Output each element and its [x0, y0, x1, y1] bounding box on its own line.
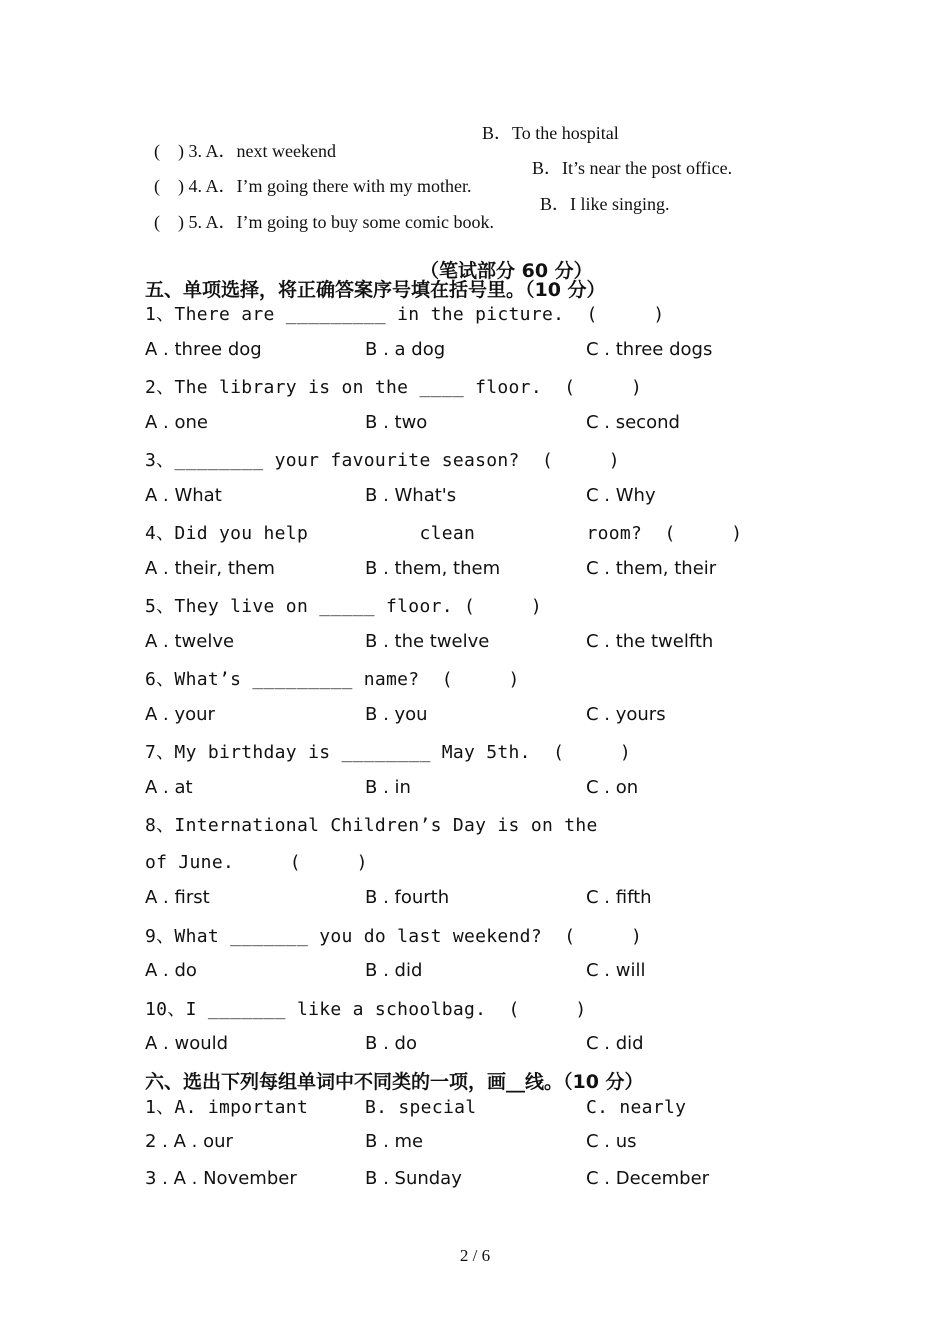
page-number: 2 / 6	[459, 1246, 491, 1265]
question-stem: 2、The library is on the ____ floor. ( )	[145, 377, 643, 398]
option-a: A . at	[145, 777, 193, 798]
option-b: B . Sunday	[365, 1168, 462, 1189]
option-b: B . What's	[365, 485, 457, 506]
option-b: B . a dog	[365, 339, 446, 360]
answer-parentheses: ( )	[154, 141, 184, 161]
option-a: A . do	[145, 960, 197, 981]
option-c: C . them, their	[586, 558, 717, 579]
option-b: B . them, them	[365, 558, 501, 579]
option-c: C . the twelfth	[586, 631, 714, 652]
option-b: B . do	[365, 1033, 417, 1054]
option-a: A . their, them	[145, 558, 275, 579]
option-a: 2 . A . our	[145, 1131, 233, 1152]
word-group	[145, 1168, 710, 1242]
listening-item-5	[145, 194, 670, 249]
question-stem: 3、________ your favourite season? ( )	[145, 450, 620, 471]
answer-parentheses: ( )	[154, 176, 184, 196]
option-a: A . twelve	[145, 631, 235, 652]
question-stem: 5、They live on _____ floor. ( )	[145, 596, 542, 617]
option-b: B . the twelve	[365, 631, 490, 652]
option-c: C. nearly	[586, 1097, 687, 1118]
question-stem: 1、There are _________ in the picture. ( )	[145, 304, 665, 325]
question-number: 3.	[188, 141, 202, 161]
question-stem: 7、My birthday is ________ May 5th. ( )	[145, 742, 632, 763]
written-part-title: （笔试部分 60 分）	[420, 260, 593, 282]
option-a: A．I’m going to buy some comic book.	[205, 212, 494, 232]
option-b: B．To the hospital	[482, 123, 619, 143]
option-c: C . on	[586, 777, 639, 798]
option-b: B . fourth	[365, 887, 450, 908]
option-a: A . your	[145, 704, 215, 725]
option-c: C . will	[586, 960, 646, 981]
answer-parentheses: ( )	[154, 212, 184, 232]
question-stem-continued: of June. ( )	[145, 852, 368, 873]
section5-heading: 五、单项选择，将正确答案序号填在括号里。（10 分）	[145, 279, 606, 301]
question-stem: 6、What’s _________ name? ( )	[145, 669, 520, 690]
option-c: C . yours	[586, 704, 666, 725]
option-a: A．next weekend	[205, 141, 336, 161]
question-stem: 10、I _______ like a schoolbag. ( )	[145, 999, 587, 1020]
option-c: C . fifth	[586, 887, 652, 908]
option-c: C . did	[586, 1033, 644, 1054]
option-a: A．I’m going there with my mother.	[205, 176, 472, 196]
option-b: B. special	[365, 1097, 477, 1118]
option-b: B . two	[365, 412, 428, 433]
question-number: 5.	[188, 212, 202, 232]
option-b: B . did	[365, 960, 423, 981]
option-a: A . first	[145, 887, 210, 908]
option-a: A . three dog	[145, 339, 262, 360]
option-a: A . would	[145, 1033, 229, 1054]
option-b: B . me	[365, 1131, 424, 1152]
option-a: 1、A. important	[145, 1097, 309, 1118]
option-b: B．I like singing.	[540, 194, 670, 214]
option-c: C . Why	[586, 485, 656, 506]
option-a: A . What	[145, 485, 222, 506]
question-number: 4.	[188, 176, 202, 196]
option-a: A . one	[145, 412, 208, 433]
option-b: B．It’s near the post office.	[532, 158, 733, 178]
option-c: C . three dogs	[586, 339, 713, 360]
option-c: C . us	[586, 1131, 637, 1152]
option-c: C . second	[586, 412, 680, 433]
question-stem: 8、International Children’s Day is on the	[145, 815, 598, 836]
question-stem: 4、Did you help clean room? ( )	[145, 523, 743, 544]
option-b: B . in	[365, 777, 411, 798]
option-a: 3 . A . November	[145, 1168, 297, 1189]
option-c: C . December	[586, 1168, 710, 1189]
question-stem: 9、What _______ you do last weekend? ( )	[145, 926, 643, 947]
option-b: B . you	[365, 704, 428, 725]
section6-heading: 六、选出下列每组单词中不同类的一项，画__线。（10 分）	[145, 1071, 644, 1093]
